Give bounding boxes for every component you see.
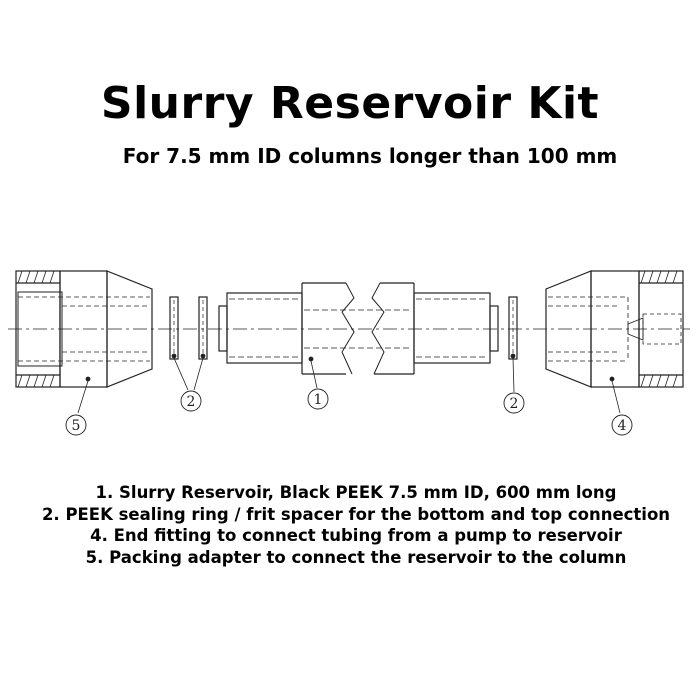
callout-2-left-label: 2	[186, 394, 196, 410]
sealing-ring-right-part	[509, 297, 517, 359]
legend-item: 2. PEEK sealing ring / frit spacer for the bottom and top connection	[41, 504, 671, 524]
legend-item: 1. Slurry Reservoir, Black PEEK 7.5 mm ID, 600 mm long	[95, 483, 617, 502]
callout-1-label: 1	[313, 392, 323, 408]
callout-1	[308, 361, 328, 409]
legend-item: 5. Packing adapter to connect the reservoir to the column	[85, 547, 627, 567]
page-subtitle: For 7.5 mm ID columns longer than 100 mm	[122, 144, 618, 168]
callout-2-left	[174, 358, 203, 411]
slurry-reservoir-part	[219, 283, 498, 374]
sealing-rings-left-part	[170, 297, 207, 359]
callout-5	[66, 381, 88, 435]
parts-legend	[0, 482, 700, 568]
callout-2-right-label: 2	[509, 396, 519, 412]
callout-2-right	[504, 358, 524, 413]
callout-5-label: 5	[71, 418, 81, 434]
callout-4	[612, 381, 632, 435]
legend-item: 4. End fitting to connect tubing from a pump to reservoir	[90, 526, 622, 545]
page-title: Slurry Reservoir Kit	[100, 78, 600, 129]
exploded-assembly-drawing	[0, 250, 700, 440]
callout-4-label: 4	[617, 418, 627, 434]
